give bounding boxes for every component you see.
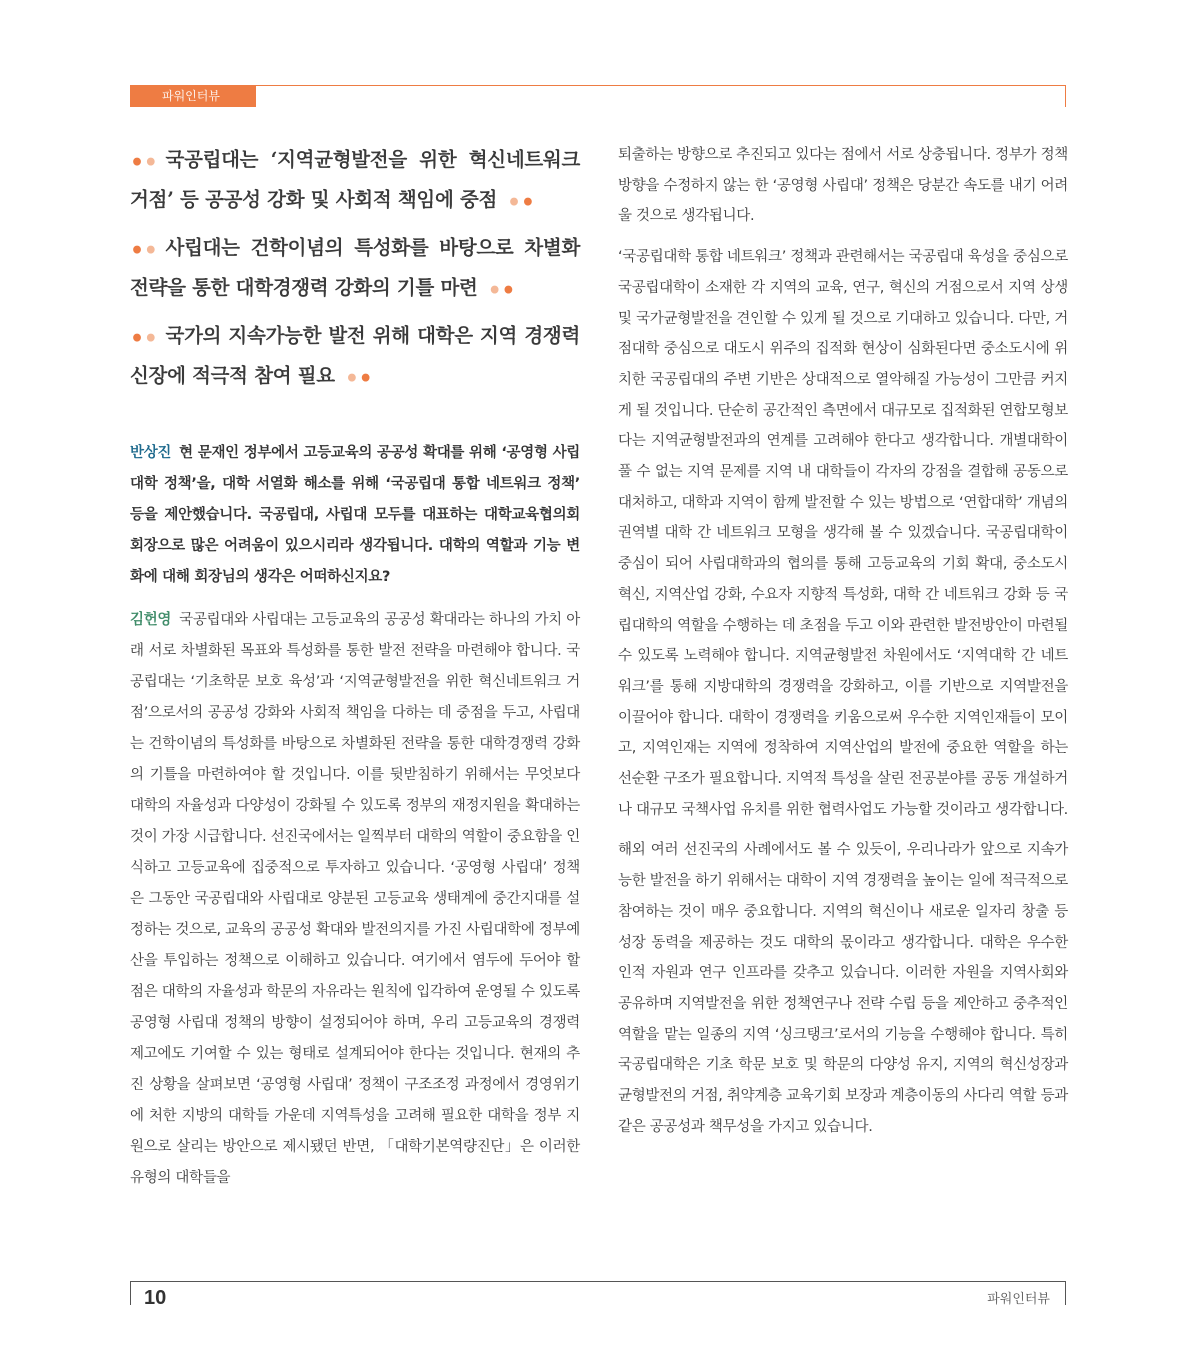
pull-quote-text: 국공립대는 ‘지역균형발전을 위한 혁신네트워크 거점’ 등 공공성 강화 및 사회적 책임에 중점 [130, 148, 580, 211]
page-footer [130, 1281, 1066, 1309]
pull-quote-text: 국가의 지속가능한 발전 위해 대학은 지역 경쟁력 신장에 적극적 참여 필요 [130, 324, 580, 387]
footer-rule-end [1065, 1281, 1066, 1305]
pull-quote [130, 316, 580, 396]
pull-quote [130, 140, 580, 220]
interviewer-name: 반상진 [130, 445, 172, 461]
page-number: 10 [144, 1287, 167, 1309]
close-quote-icon: •• [344, 366, 373, 392]
header-rule [256, 85, 1066, 86]
interview-answer [130, 605, 580, 1194]
pull-quote-text: 사립대는 건학이념의 특성화를 바탕으로 차별화 전략을 통한 대학경쟁력 강화의 기틀 마련 [130, 236, 580, 299]
right-column [618, 140, 1068, 1153]
page-header [130, 85, 1066, 107]
footer-section-label: 파워인터뷰 [987, 1292, 1050, 1307]
interview-question [130, 438, 580, 593]
body-paragraph: 해외 여러 선진국의 사례에서도 볼 수 있듯이, 우리나라가 앞으로 지속가능한 발전을 하기 위해서는 대학이 지역 경쟁력을 높이는 일에 적극적으로 참여하는 것이 매우 중요합니다. 지역의 혁신이나 새로운 일자리 창출 등 성장 동력을 제공하는 것도 대학의 몫이라고 생각합니다. 대학은 우수한 인적 자원과 연구 인프라를 갖추고 있습니다. 이러한 자원을 지역사회와 공유하며 지역발전을 위한 정책연구나 전략 수립 등을 제안하고 중추적인 역할을 맡는 일종의 지역 ‘싱크탱크’로서의 기능을 수행해야 합니다. 특히 국공립대학은 기초 학문 보호 및 학문의 다양성 유지, 지역의 혁신성장과 균형발전의 거점, 취약계층 교육기회 보장과 계층이동의 사다리 역할 등과 같은 공공성과 책무성을 가지고 있습니다. [618, 842, 1068, 1135]
question-text: 현 문재인 정부에서 고등교육의 공공성 확대를 위해 ‘공영형 사립대학 정책’을, 대학 서열화 해소를 위해 ‘국공립대 통합 네트워크 정책’ 등을 제안했습니다. 국공립대, 사립대 모두를 대표하는 대학교육협의회 회장으로 많은 어려움이 있으시리라 생각됩니다. 대학의 역할과 기능 변화에 대해 회장님의 생각은 어떠하신지요? [130, 445, 580, 585]
close-quote-icon: •• [507, 190, 535, 216]
body-paragraph: 퇴출하는 방향으로 추진되고 있다는 점에서 서로 상충됩니다. 정부가 정책 방향을 수정하지 않는 한 ‘공영형 사립대’ 정책은 당분간 속도를 내기 어려울 것으로 생각됩니다. [618, 147, 1068, 225]
header-rule-end [1065, 85, 1066, 107]
open-quote-icon: •• [130, 238, 158, 264]
open-quote-icon: •• [130, 150, 158, 176]
close-quote-icon: •• [487, 278, 516, 304]
pull-quote [130, 228, 580, 308]
interviewee-name: 김헌영 [130, 612, 172, 628]
footer-rule-start [130, 1281, 131, 1305]
left-column [130, 140, 580, 1206]
open-quote-icon: •• [130, 326, 158, 352]
answer-text: 국공립대와 사립대는 고등교육의 공공성 확대라는 하나의 가치 아래 서로 차별화된 목표와 특성화를 통한 발전 전략을 마련해야 합니다. 국공립대는 ‘기초학문 보호 육성’과 ‘지역균형발전을 위한 혁신네트워크 거점’으로서의 공공성 강화와 사회적 책임을 다하는 데 중점을 두고, 사립대는 건학이념의 특성화를 바탕으로 차별화된 전략을 통한 대학경쟁력 강화의 기틀을 마련하여야 할 것입니다. 이를 뒷받침하기 위해서는 무엇보다 대학의 자율성과 다양성이 강화될 수 있도록 정부의 재정지원을 확대하는 것이 가장 시급합니다. 선진국에서는 일찍부터 대학의 역할이 중요함을 인식하고 고등교육에 집중적으로 투자하고 있습니다. ‘공영형 사립대’ 정책은 그동안 국공립대와 사립대로 양분된 고등교육 생태계에 중간지대를 설정하는 것으로, 교육의 공공성 확대와 발전의지를 가진 사립대학에 정부예산을 투입하는 정책으로 이해하고 있습니다. 여기에서 염두에 두어야 할 점은 대학의 자율성과 학문의 자유라는 원칙에 입각하여 운영될 수 있도록 공영형 사립대 정책의 방향이 설정되어야 하며, 우리 고등교육의 경쟁력 제고에도 기여할 수 있는 형태로 설계되어야 한다는 것입니다. 현재의 추진 상황을 살펴보면 ‘공영형 사립대’ 정책이 구조조정 과정에서 경영위기에 처한 지방의 대학들 가운데 지역특성을 고려해 필요한 대학을 정부 지원으로 살리는 방안으로 제시됐던 반면, 「대학기본역량진단」은 이러한 유형의 대학들을 [130, 612, 580, 1186]
body-paragraph: ‘국공립대학 통합 네트워크’ 정책과 관련해서는 국공립대 육성을 중심으로 국공립대학이 소재한 각 지역의 교육, 연구, 혁신의 거점으로서 지역 상생 및 국가균형발전을 견인할 수 있게 될 것으로 기대하고 있습니다. 다만, 거점대학 중심으로 대도시 위주의 집적화 현상이 심화된다면 중소도시에 위치한 국공립대의 주변 기반은 상대적으로 열악해질 가능성이 그만큼 커지게 될 것입니다. 단순히 공간적인 측면에서 대규모로 집적화된 연합모형보다는 지역균형발전과의 연계를 고려해야 한다고 생각합니다. 개별대학이 풀 수 없는 지역 문제를 지역 내 대학들이 각자의 강점을 결합해 공동으로 대처하고, 대학과 지역이 함께 발전할 수 있는 방법으로 ‘연합대학’ 개념의 권역별 대학 간 네트워크 모형을 생각해 볼 수 있겠습니다. 국공립대학이 중심이 되어 사립대학과의 협의를 통해 고등교육의 기회 확대, 중소도시 혁신, 지역산업 강화, 수요자 지향적 특성화, 대학 간 네트워크 강화 등 국립대학의 역할을 수행하는 데 초점을 두고 이와 관련한 발전방안이 마련될 수 있도록 노력해야 합니다. 지역균형발전 차원에서도 ‘지역대학 간 네트워크’를 통해 지방대학의 경쟁력을 강화하고, 이를 기반으로 지역발전을 이끌어야 합니다. 대학이 경쟁력을 키움으로써 우수한 지역인재들이 모이고, 지역인재는 지역에 정착하여 지역산업의 발전에 중요한 역할을 하는 선순환 구조가 필요합니다. 지역적 특성을 살린 전공분야를 공동 개설하거나 대규모 국책사업 유치를 위한 협력사업도 가능할 것이라고 생각합니다. [618, 249, 1068, 818]
section-tab: 파워인터뷰 [130, 85, 256, 107]
footer-rule [130, 1281, 1066, 1282]
